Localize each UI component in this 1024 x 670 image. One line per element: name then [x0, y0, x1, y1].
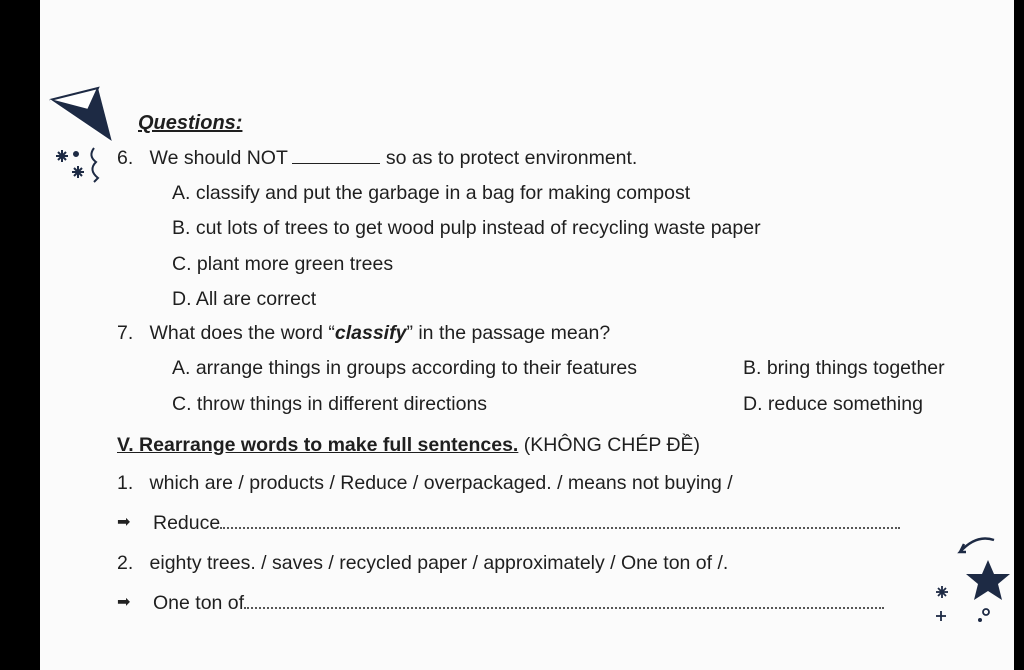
- sentence-1-prompt: [117, 471, 733, 495]
- question-text-end: ” in the passage mean?: [406, 322, 611, 344]
- section-v-heading: [117, 433, 700, 457]
- answer-start: Reduce: [153, 512, 221, 534]
- q7-option-d: D. reduce something: [743, 393, 923, 415]
- q6-option-a: A. classify and put the garbage in a bag for making compost: [172, 182, 691, 204]
- arrow-bullet-icon: ➡: [117, 594, 131, 611]
- q7-option-b: B. bring things together: [743, 357, 945, 379]
- answer-line[interactable]: [244, 593, 884, 609]
- section-title: V. Rearrange words to make full sentences.: [117, 434, 519, 456]
- sentence-2-answer: [153, 591, 884, 615]
- question-7: [117, 321, 610, 345]
- sentence-2-prompt: [117, 551, 728, 575]
- sentence-number: 1.: [117, 472, 134, 494]
- arrow-bullet-icon: ➡: [117, 514, 131, 531]
- question-number: 7.: [117, 322, 134, 344]
- answer-blank: [292, 147, 380, 164]
- answer-start: One ton of: [153, 592, 245, 614]
- question-6: [117, 146, 637, 170]
- sentence-words: eighty trees. / saves / recycled paper / approximately / One ton of /.: [149, 552, 729, 574]
- question-text-start: We should NOT: [149, 147, 288, 169]
- star-icon: [924, 530, 1020, 630]
- questions-heading: Questions:: [138, 112, 243, 134]
- sparkle-icon: [54, 142, 124, 192]
- sentence-1-answer: [153, 511, 900, 535]
- q7-option-a: A. arrange things in groups according to their features: [172, 357, 638, 379]
- question-text-end: so as to protect environment.: [385, 147, 638, 169]
- paper-plane-icon: [48, 86, 118, 146]
- question-text-start: What does the word “: [149, 322, 335, 344]
- keyword: classify: [334, 322, 407, 344]
- answer-line[interactable]: [220, 513, 900, 529]
- sentence-words: which are / products / Reduce / overpackaged. / means not buying /: [149, 472, 733, 494]
- q6-option-d: D. All are correct: [172, 288, 317, 310]
- question-number: 6.: [117, 147, 134, 169]
- sentence-number: 2.: [117, 552, 134, 574]
- section-note: (KHÔNG CHÉP ĐỀ): [518, 434, 701, 456]
- q7-option-c: C. throw things in different directions: [172, 393, 488, 415]
- q6-option-c: C. plant more green trees: [172, 253, 394, 275]
- q6-option-b: B. cut lots of trees to get wood pulp instead of recycling waste paper: [172, 217, 761, 239]
